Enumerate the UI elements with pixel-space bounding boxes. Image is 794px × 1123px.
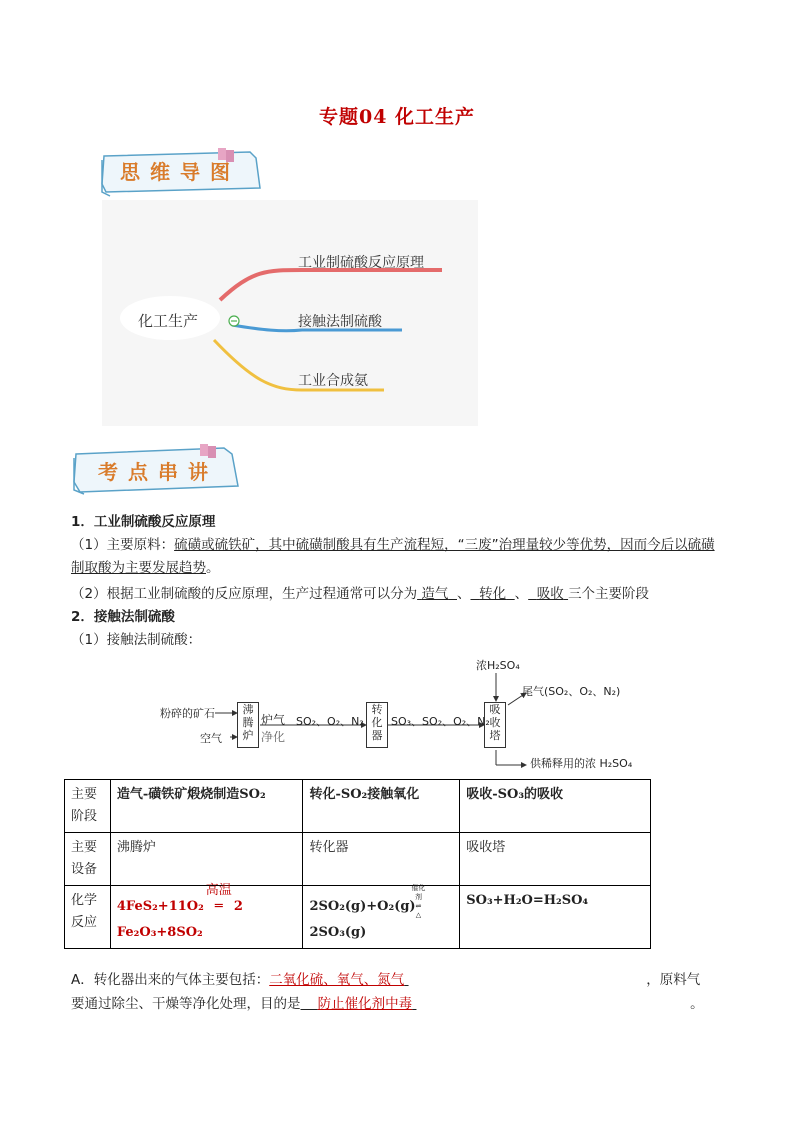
table-row: [65, 886, 651, 949]
r2-line1: 2SO₂(g)+O₂(g): [309, 899, 416, 914]
flow-gas-label: 炉气: [261, 713, 286, 727]
p2-suffix: 三个主要阶段: [568, 586, 650, 602]
reaction-cell-1: [110, 883, 303, 949]
flow-box-absorber: 吸 收 塔: [484, 702, 506, 748]
table-cell: 沸腾炉: [110, 833, 303, 886]
sep-2: 、: [514, 586, 529, 602]
r1-left: 4FeS₂+11O₂: [116, 899, 204, 914]
table-cell: 转化-SO₂接触氧化: [303, 780, 460, 833]
r1-line2: Fe₂O₃+8SO₂: [116, 925, 203, 940]
flow-input-air: 空气: [200, 732, 222, 745]
table-cell: 化学反应: [65, 886, 111, 949]
section2-paragraph1: （1）接触法制硫酸：: [71, 632, 202, 648]
table-cell: 主要设备: [65, 833, 111, 886]
stage-2: 转化: [479, 586, 507, 602]
branch-line-1: [220, 270, 442, 300]
section1-paragraph1: [71, 534, 726, 580]
stage-3: 吸收: [536, 586, 564, 602]
mind-map-banner-label: 思维导图: [120, 160, 240, 184]
table-cell: 转化器: [303, 833, 460, 886]
table-cell: 主要阶段: [65, 780, 111, 833]
section2-heading: 2．接触法制硫酸: [71, 609, 175, 625]
flow-box-furnace: 沸 腾 炉: [237, 702, 259, 748]
reaction-cell-3: SO₃+H₂O=H₂SO₄: [460, 886, 651, 949]
flow-top-input: 浓H₂SO₄: [476, 659, 520, 672]
table-row: [65, 780, 651, 833]
answer-blank-1: [404, 969, 646, 992]
question-answer-1: 二氧化硫、氧气、氮气: [269, 972, 405, 988]
process-table: [64, 779, 651, 949]
section1-paragraph2: [71, 583, 731, 606]
p1-prefix: （1）主要原料：: [71, 537, 175, 553]
mind-map: [102, 200, 478, 426]
question-prefix: A．转化器出来的气体主要包括：: [71, 972, 270, 988]
page-title: 专题04 化工生产: [318, 106, 476, 128]
process-flow-diagram: [150, 655, 650, 770]
question-a-line2: [71, 993, 731, 1016]
flow-box-converter: 转 化 器: [366, 702, 388, 748]
flow-stream-1: SO₂、O₂、N₂: [296, 715, 364, 728]
question-suffix: 。: [690, 996, 704, 1012]
flow-input-ore: 粉碎的矿石: [160, 707, 215, 720]
r1-right: 2: [233, 899, 243, 914]
section1-heading: 1．工业制硫酸反应原理: [71, 514, 216, 530]
sep-1: 、: [456, 586, 471, 602]
stage-1: 造气: [421, 586, 449, 602]
question-line2-prefix: 要通过除尘、干燥等净化处理，目的是: [71, 996, 301, 1012]
p1-answer: 硫磺或硫铁矿，其中硫磺制酸具有生产流程短，“三废”治理量较少等优势，因而今后以硫磺制取酸为主要发展趋势: [71, 537, 715, 576]
answer-blank-2b: [412, 993, 690, 1016]
question-a-line1: [71, 969, 731, 992]
key-points-banner-label: 考点串讲: [98, 460, 218, 484]
r1-condition: 高温 ═: [205, 883, 232, 914]
r2-line2: 2SO₃(g): [309, 925, 367, 940]
flow-purify-label: 净化: [261, 730, 286, 744]
flow-output-acid: 供稀释用的浓 H₂SO₄: [530, 757, 633, 770]
mind-map-branch-2: 接触法制硫酸: [298, 314, 382, 330]
table-cell: 吸收塔: [460, 833, 651, 886]
p1-suffix: 。: [206, 560, 220, 576]
p2-prefix: （2）根据工业制硫酸的反应原理，生产过程通常可以分为: [71, 586, 418, 602]
question-answer-2: 防止催化剂中毒: [317, 996, 413, 1012]
reaction-cell-2: [303, 886, 460, 949]
flow-tail-gas: 尾气(SO₂、O₂、N₂): [522, 685, 621, 698]
flow-stream-2: SO₃、SO₂、O₂、N₂: [391, 715, 490, 728]
table-cell: 造气-磺铁矿煅烧制造SO₂: [110, 780, 303, 833]
r2-condition: 催化剂 ⇌ △: [411, 884, 426, 919]
table-cell: 吸收-SO₃的吸收: [460, 780, 651, 833]
mind-map-center: 化工生产: [138, 312, 199, 330]
mind-map-branch-3: 工业合成氨: [298, 373, 368, 389]
mind-map-banner: [100, 148, 260, 196]
table-row: [65, 833, 651, 886]
key-points-banner: [72, 444, 232, 492]
question-mid: ，原料气: [646, 972, 701, 988]
answer-blank-2a: [301, 996, 318, 1012]
mind-map-branch-1: 工业制硫酸反应原理: [298, 255, 424, 271]
